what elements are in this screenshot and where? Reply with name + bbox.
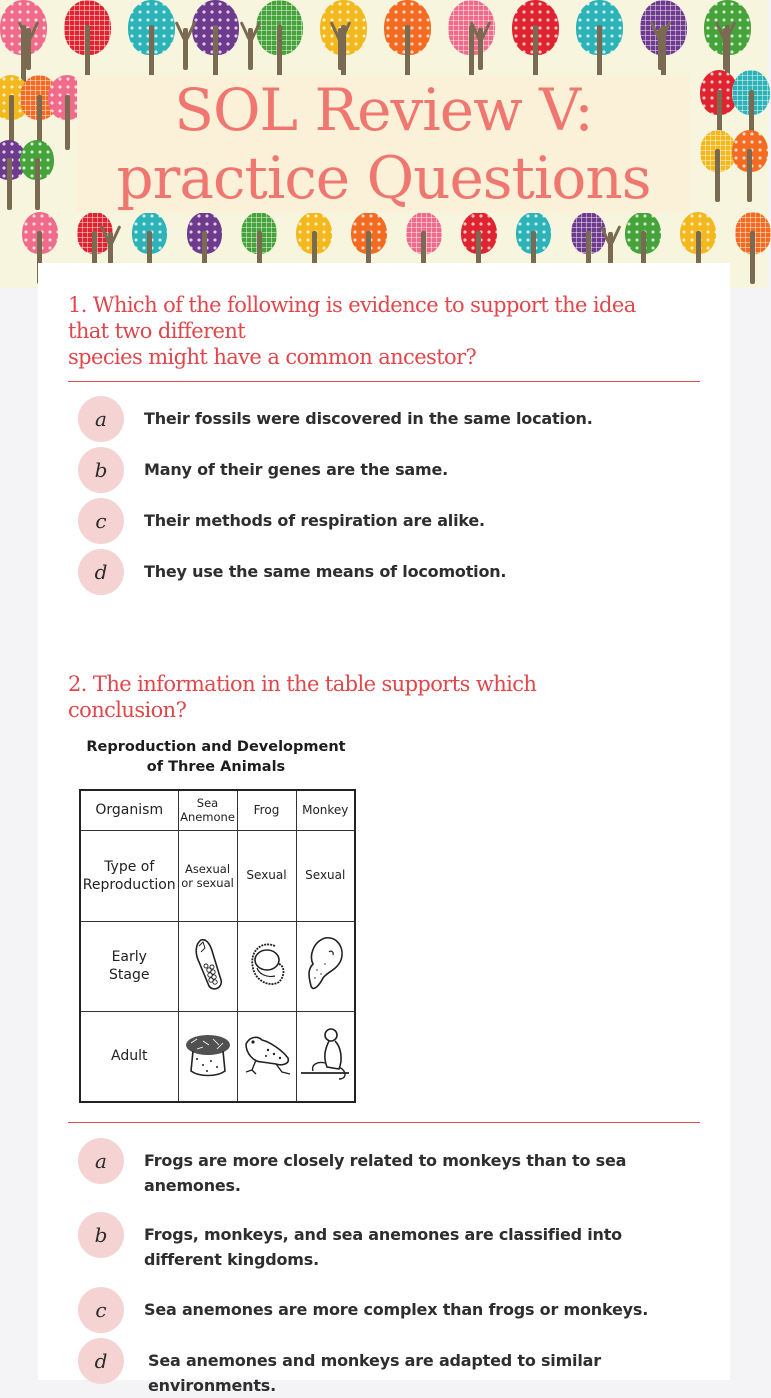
question-1-line2: that two different (68, 319, 246, 343)
reproduction-table (79, 789, 356, 1103)
question-2-line1: 2. The information in the table supports which (68, 672, 537, 696)
bare-tree-decoration (240, 18, 260, 68)
option-text-line1: Frogs are more closely related to monkeys than to sea (144, 1151, 627, 1170)
option-text: They use the same means of locomotion. (144, 562, 507, 581)
header-monkey: Monkey (296, 790, 355, 830)
question-1-prompt (68, 292, 700, 370)
question-1-line3: species might have a common ancestor? (68, 345, 477, 369)
row-label-adult: Adult (80, 1011, 178, 1102)
figure-title-line2: of Three Animals (146, 759, 286, 775)
cell-line2: or sexual (181, 875, 234, 890)
option-text (144, 1138, 626, 1198)
worksheet-card (38, 263, 730, 1395)
header-frog: Frog (237, 790, 296, 830)
question-1-line1: 1. Which of the following is evidence to support the idea (68, 293, 636, 317)
row-label-line1: Early (111, 949, 147, 965)
bare-tree-decoration (175, 18, 195, 68)
option-text (144, 1212, 622, 1272)
bare-tree-decoration (330, 18, 350, 68)
tree-decoration (576, 0, 623, 85)
option-text: Their fossils were discovered in the same location. (144, 409, 593, 428)
question-2-line2: conclusion? (68, 698, 187, 722)
option-badge-a[interactable]: a (78, 396, 124, 442)
option-text-line2: different kingdoms. (144, 1250, 319, 1269)
q2-option-c[interactable] (78, 1287, 678, 1333)
q1-option-c[interactable] (78, 498, 678, 544)
bare-tree-decoration (470, 18, 490, 68)
monkey-illustration (296, 1011, 355, 1102)
option-text: Many of their genes are the same. (144, 460, 449, 479)
page-title-line2: practice Questions (116, 144, 651, 212)
q1-option-a[interactable] (78, 396, 678, 442)
table-row (80, 1011, 355, 1102)
title-box (77, 75, 690, 213)
sea-anemone-icon (183, 1031, 233, 1077)
option-badge-c[interactable]: c (78, 498, 124, 544)
tree-decoration (256, 0, 303, 85)
bare-tree-decoration (650, 18, 670, 68)
page-title-line1: SOL Review V: (174, 76, 593, 144)
question-2-divider (68, 1122, 700, 1123)
cell-frog-reproduction: Sexual (237, 830, 296, 921)
tree-decoration (384, 0, 431, 85)
tree-decoration (64, 0, 111, 85)
tree-decoration (20, 140, 54, 210)
option-text-line1: Frogs, monkeys, and sea anemones are classified into (144, 1225, 622, 1244)
option-text (148, 1338, 601, 1398)
header-sea-line1: Sea (196, 796, 219, 811)
sea-anemone-illustration (178, 1011, 237, 1102)
frog-icon (242, 1032, 292, 1076)
tree-decoration (700, 130, 736, 202)
table-header-row (80, 790, 355, 830)
row-label-line1: Type of (104, 858, 155, 875)
bare-tree-decoration (18, 18, 38, 68)
header-banner (0, 0, 768, 288)
frog-illustration (237, 1011, 296, 1102)
option-text: Their methods of respiration are alike. (144, 511, 485, 530)
cell-monkey-reproduction: Sexual (296, 830, 355, 921)
q2-option-d[interactable] (78, 1338, 678, 1398)
q2-option-b[interactable] (78, 1212, 678, 1272)
figure-title-line1: Reproduction and Development (86, 739, 346, 755)
monkey-icon (299, 1027, 351, 1081)
row-label-early-stage (80, 921, 178, 1011)
option-text (144, 1287, 648, 1322)
sea-anemone-larva-illustration (178, 921, 237, 1011)
header-sea-anemone (178, 790, 237, 830)
tree-decoration (128, 0, 175, 85)
option-badge-b[interactable]: b (78, 1212, 124, 1258)
frog-embryo-illustration (237, 921, 296, 1011)
row-label-reproduction (80, 830, 178, 921)
option-badge-a[interactable]: a (78, 1138, 124, 1184)
tree-decoration (512, 0, 559, 85)
option-badge-c[interactable]: c (78, 1287, 124, 1333)
monkey-embryo-illustration (296, 921, 355, 1011)
tree-decoration (192, 0, 239, 85)
table-row (80, 830, 355, 921)
question-2-prompt (68, 671, 700, 723)
row-label-line2: Reproduction (82, 876, 176, 893)
q1-option-d[interactable] (78, 549, 678, 595)
option-badge-d[interactable]: d (78, 549, 124, 595)
question-1-divider (68, 381, 700, 382)
cell-sea-anemone-reproduction (178, 830, 237, 921)
q2-option-a[interactable] (78, 1138, 678, 1198)
option-text-line2: anemones. (144, 1176, 241, 1195)
sea-anemone-larva-icon (191, 936, 225, 992)
header-sea-line2: Anemone (180, 810, 235, 825)
monkey-embryo-icon (303, 934, 347, 994)
q1-option-b[interactable] (78, 447, 678, 493)
option-text-line2: environments. (148, 1376, 276, 1395)
option-text-line1: Sea anemones are more complex than frogs or monkeys. (144, 1300, 649, 1319)
option-badge-d[interactable]: d (78, 1338, 124, 1384)
bare-tree-decoration (715, 18, 735, 68)
tree-decoration (732, 130, 768, 202)
option-badge-b[interactable]: b (78, 447, 124, 493)
table-row (80, 921, 355, 1011)
option-text-line1: Sea anemones and monkeys are adapted to similar (148, 1351, 601, 1370)
table-figure-title (78, 737, 354, 777)
row-label-line2: Stage (109, 967, 150, 983)
cell-line1: Asexual (184, 861, 231, 876)
header-organism: Organism (80, 790, 178, 830)
tree-decoration (735, 212, 771, 284)
frog-embryo-icon (245, 938, 289, 990)
